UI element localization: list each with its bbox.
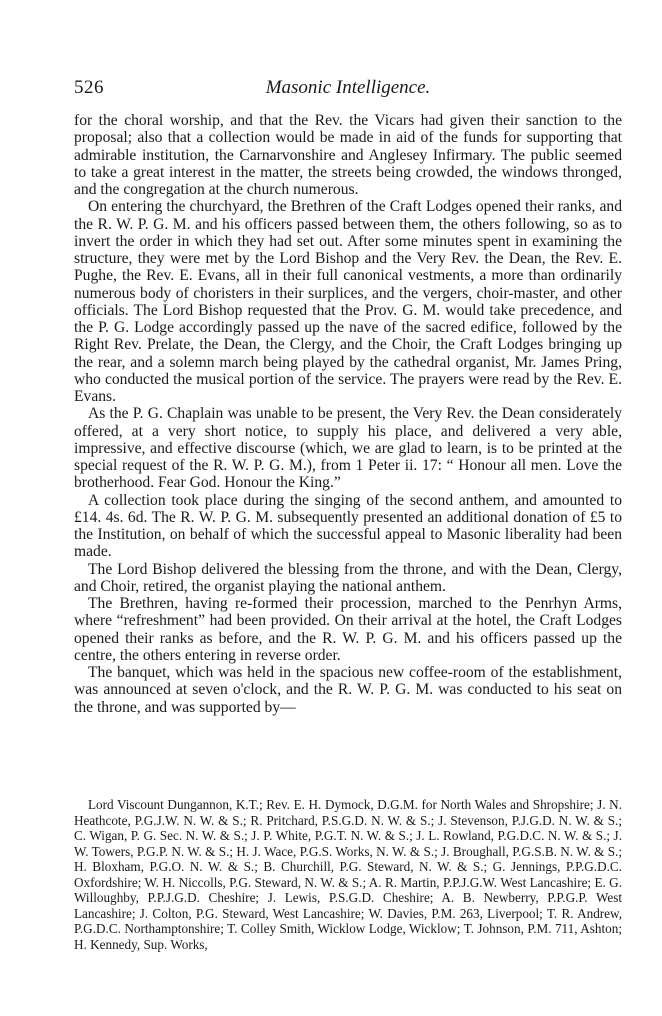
page-number: 526	[74, 77, 104, 98]
paragraph-procession: The Brethren, having re-formed their procession, marched to the Penrhyn Arms, where “refreshment” had been provided. On their arrival at the hotel, the Craft Lodges opened their ranks as before, and the R. W. P. G. M. and his officers passed up the centre, the others entering in reverse order.	[74, 595, 622, 664]
paragraph-blessing: The Lord Bishop delivered the blessing from the throne, and with the Dean, Clergy, and Choir, retired, the organist playing the national anthem.	[74, 560, 622, 595]
attendees-text: Lord Viscount Dungannon, K.T.; Rev. E. H. Dymock, D.G.M. for North Wales and Shropshire; J. N. Heathcote, P.G.J.W. N. W. & S.; R. Pritchard, P.S.G.D. N. W. & S.; J. Stevenson, P.J.G.D. N. W. & S.; C. Wigan, P. G. Sec. N. W. & S.; J. P. White, P.G.T. N. W. & S.; J. L. Rowland, P.G.D.C. N. W. & S.; J. W. Towers, P.G.P. N. W. & S.; H. J. Wace, P.G.S. Works, N. W. & S.; J. Broughall, P.G.S.B. N. W. & S.; H. Bloxham, P.G.O. N. W. & S.; B. Churchill, P.G. Steward, N. W. & S.; G. Jennings, P.P.G.D.C. Oxfordshire; W. H. Niccolls, P.G. Steward, N. W. & S.; A. R. Martin, P.P.J.G.W. West Lancashire; E. G. Willoughby, P.P.J.G.D. Cheshire; J. Lewis, P.S.G.D. Cheshire; A. B. Newberry, P.P.G.P. West Lancashire; J. Colton, P.G. Steward, West Lancashire; W. Davies, P.M. 263, Liverpool; T. R. Andrew, P.G.D.C. Northamptonshire; T. Colley Smith, Wicklow Lodge, Wicklow; T. Johnson, P.M. 711, Ashton; H. Kennedy, Sup. Works,	[74, 797, 622, 952]
paragraph-banquet: The banquet, which was held in the spacious new coffee-room of the establishment, was announced at seven o'clock, and the R. W. P. G. M. was conducted to his seat on the throne, and was supported by—	[74, 664, 622, 716]
running-title: Masonic Intelligence.	[265, 77, 431, 98]
paragraph-discourse: As the P. G. Chaplain was unable to be present, the Very Rev. the Dean considerately offered, at a very short notice, to supply his place, and delivered a very able, impressive, and effective discourse (which, we are glad to learn, is to be printed at the special request of the R. W. P. G. M.), from 1 Peter ii. 17: “ Honour all men. Love the brotherhood. Fear God. Honour the King.”	[74, 405, 622, 492]
paragraph-churchyard: On entering the churchyard, the Brethren of the Craft Lodges opened their ranks, and the R. W. P. G. M. and his officers passed between them, the others following, so as to invert the order in which they had set out. After some minutes spent in examining the structure, they were met by the Lord Bishop and the Very Rev. the Dean, the Rev. E. Pughe, the Rev. E. Evans, all in their full canonical vestments, a more than ordinarily numerous body of choristers in their surplices, and the vergers, choir-master, and other officials. The Lord Bishop requested that the Prov. G. M. would take precedence, and the P. G. Lodge accordingly passed up the nave of the sacred edifice, followed by the Right Rev. Prelate, the Dean, the Clergy, and the Choir, the Craft Lodges bringing up the rear, and a solemn march being played by the cathedral organist, Mr. James Pring, who conducted the musical portion of the service. The prayers were read by the Rev. E. Evans.	[74, 198, 622, 405]
attendees-list	[74, 797, 622, 952]
article-body	[74, 112, 622, 716]
paragraph-choral-worship: for the choral worship, and that the Rev. the Vicars had given their sanction to the proposal; also that a collection would be made in aid of the funds for supporting that admirable institution, the Carnarvonshire and Anglesey Infirmary. The public seemed to take a great interest in the matter, the streets being crowded, the windows thronged, and the congregation at the church numerous.	[74, 112, 622, 198]
page-header	[74, 77, 622, 101]
paragraph-collection: A collection took place during the singing of the second anthem, and amounted to £14. 4s. 6d. The R. W. P. G. M. subsequently presented an additional donation of £5 to the Institution, on behalf of which the successful appeal to Masonic liberality had been made.	[74, 491, 622, 561]
